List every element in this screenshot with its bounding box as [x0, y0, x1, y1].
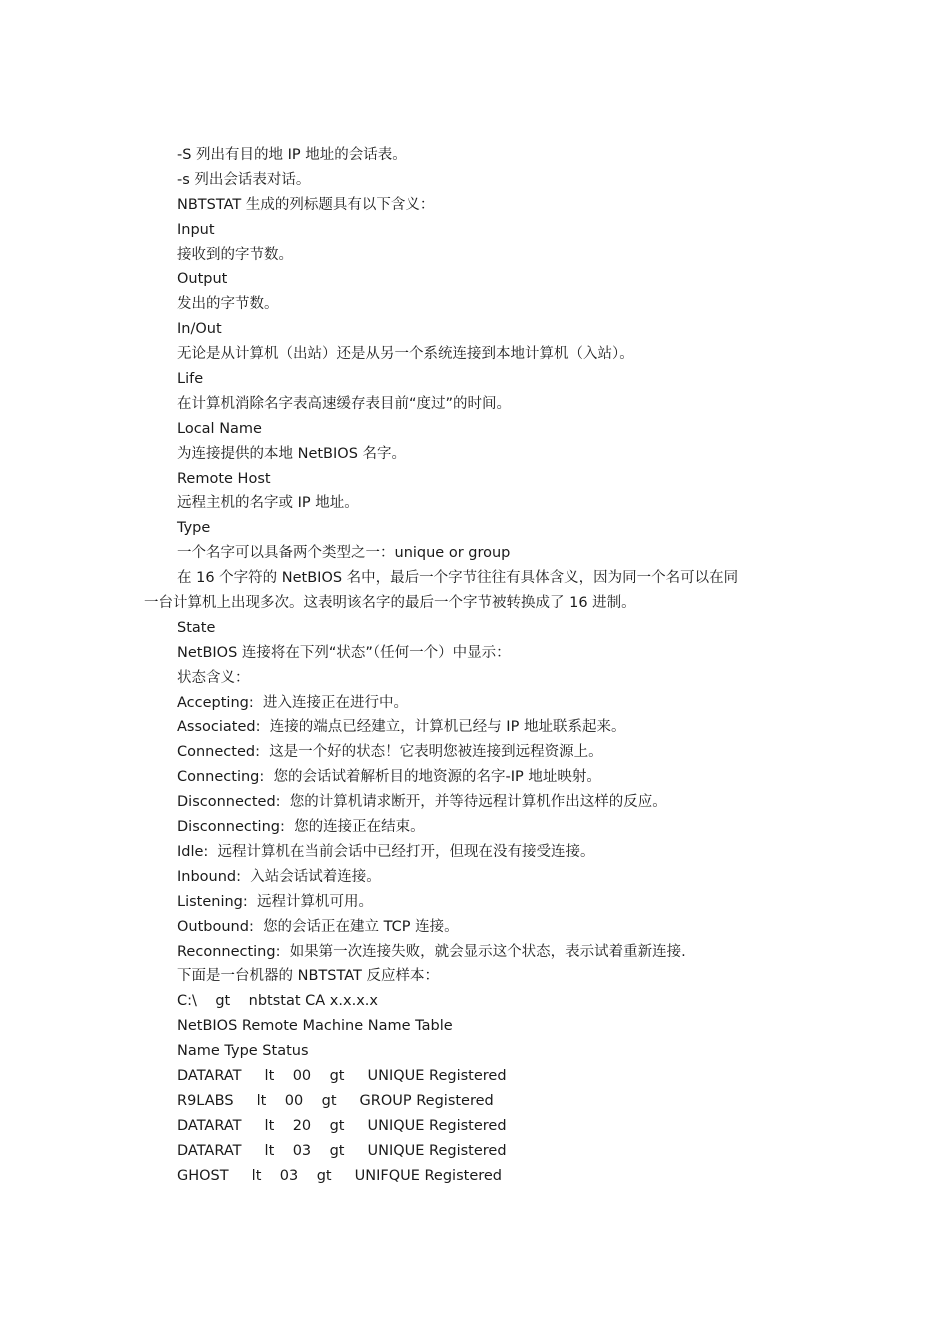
- state-row: [177, 915, 817, 940]
- text-line: 为连接提供的本地 NetBIOS 名字。: [177, 445, 407, 462]
- state-term: Listening:: [177, 893, 248, 910]
- table-header: Name Type Status: [177, 1043, 309, 1060]
- text-line: 远程主机的名字或 IP 地址。: [177, 495, 359, 512]
- state-description: 远程计算机在当前会话中已经打开，但现在没有接受连接。: [217, 843, 595, 860]
- column-heading-type: Type: [177, 520, 211, 537]
- state-description: 您的连接正在结束。: [294, 819, 425, 836]
- state-row: [177, 815, 817, 840]
- column-heading-life: Life: [177, 371, 204, 388]
- state-description: 连接的端点已经建立，计算机已经与 IP 地址联系起来。: [269, 719, 626, 736]
- state-description: 进入连接正在进行中。: [262, 694, 408, 711]
- text-line: 下面是一台机器的 NBTSTAT 反应样本：: [177, 968, 439, 985]
- column-heading-state: State: [177, 619, 216, 636]
- text-line: 在计算机消除名字表高速缓存表目前“度过”的时间。: [177, 395, 512, 412]
- state-description: 如果第一次连接失败，就会显示这个状态，表示试着重新连接.: [289, 943, 686, 960]
- state-term: Accepting:: [177, 694, 254, 711]
- state-row: [177, 765, 817, 790]
- state-description: 您的会话正在建立 TCP 连接。: [263, 918, 459, 935]
- text-line: NBTSTAT 生成的列标题具有以下含义：: [177, 196, 435, 213]
- text-line: 接收到的字节数。: [177, 246, 293, 263]
- table-row: R9LABS lt 00 gt GROUP Registered: [177, 1092, 494, 1109]
- state-row: [177, 740, 817, 765]
- state-row: [177, 715, 817, 740]
- command-line: C:\ gt nbtstat CA x.x.x.x: [177, 993, 378, 1010]
- state-row: [177, 940, 817, 965]
- column-heading-remote-host: Remote Host: [177, 470, 271, 487]
- state-row: [177, 790, 817, 815]
- table-row: DATARAT lt 20 gt UNIQUE Registered: [177, 1117, 507, 1134]
- state-description: 您的会话试着解析目的地资源的名字-IP 地址映射。: [273, 769, 601, 786]
- state-term: Reconnecting:: [177, 943, 281, 960]
- table-row: DATARAT lt 00 gt UNIQUE Registered: [177, 1067, 507, 1084]
- state-term: Connected:: [177, 744, 260, 761]
- state-term: Inbound:: [177, 868, 242, 885]
- table-row: GHOST lt 03 gt UNIFQUE Registered: [177, 1167, 503, 1184]
- state-term: Associated:: [177, 719, 261, 736]
- text-line: 发出的字节数。: [177, 296, 279, 313]
- wrapped-paragraph: [144, 566, 817, 616]
- document-body: [144, 143, 817, 1188]
- text-line: 状态含义：: [177, 669, 250, 686]
- state-row: [177, 840, 817, 865]
- state-description: 远程计算机可用。: [256, 893, 373, 910]
- state-term: Connecting:: [177, 769, 265, 786]
- state-term: Disconnected:: [177, 794, 281, 811]
- text-line: -s 列出会话表对话。: [177, 171, 311, 188]
- paragraph-line-2: 一台计算机上出现多次。这表明该名字的最后一个字节被转换成了 16 进制。: [144, 595, 636, 612]
- column-heading-in-out: In/Out: [177, 321, 222, 338]
- state-row: [177, 890, 817, 915]
- state-term: Disconnecting:: [177, 819, 285, 836]
- state-description: 入站会话试着连接。: [250, 868, 381, 885]
- text-line: 无论是从计算机（出站）还是从另一个系统连接到本地计算机（入站）。: [177, 346, 634, 363]
- table-title: NetBIOS Remote Machine Name Table: [177, 1018, 453, 1035]
- state-term: Idle:: [177, 843, 209, 860]
- state-row: [177, 865, 817, 890]
- text-line: 一个名字可以具备两个类型之一：unique or group: [177, 545, 511, 562]
- table-row: DATARAT lt 03 gt UNIQUE Registered: [177, 1142, 507, 1159]
- state-term: Outbound:: [177, 918, 254, 935]
- state-description: 这是一个好的状态！它表明您被连接到远程资源上。: [269, 744, 603, 761]
- column-heading-output: Output: [177, 271, 228, 288]
- text-line: -S 列出有目的地 IP 地址的会话表。: [177, 147, 407, 163]
- state-description: 您的计算机请求断开，并等待远程计算机作出这样的反应。: [289, 794, 667, 811]
- column-heading-local-name: Local Name: [177, 420, 262, 437]
- state-row: [177, 691, 817, 716]
- text-line: NetBIOS 连接将在下列“状态”（任何一个）中显示：: [177, 644, 511, 661]
- column-heading-input: Input: [177, 221, 215, 238]
- paragraph-line-1: 在 16 个字符的 NetBIOS 名中，最后一个字节往往有具体含义，因为同一个名可以在同: [177, 570, 739, 587]
